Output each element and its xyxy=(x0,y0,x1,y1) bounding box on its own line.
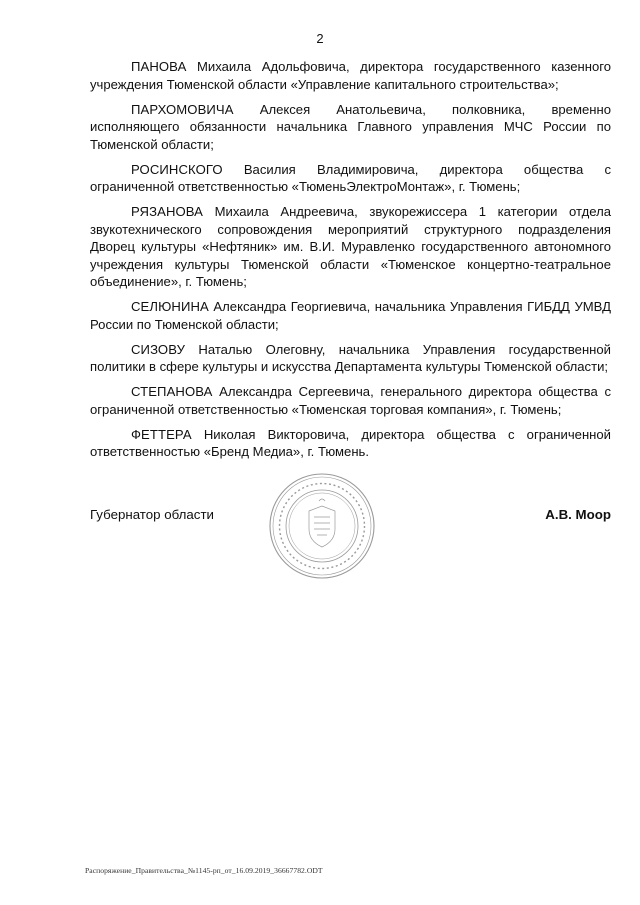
signature-name: А.В. Моор xyxy=(545,507,611,522)
person-details: Василия Владимировича, директора общества с ограниченной ответственностью «ТюменьЭлектроМонтаж», г. Тюмень; xyxy=(90,161,611,194)
person-details: Алексея Анатольевича, полковника, временно исполняющего обязанности начальника Главного управления МЧС России по Тюменской области; xyxy=(90,101,611,152)
signature-position: Губернатор области xyxy=(90,507,214,522)
official-seal-icon xyxy=(267,471,377,581)
person-details: Александра Сергеевича, генерального директора общества с ограниченной ответственностью «Тюменская торговая компания», г. Тюмень; xyxy=(90,384,611,417)
person-details: Михаила Андреевича, звукорежиссера 1 категории отдела звукотехнического сопровождения мероприятий структурного подразделения Дворец культуры «Нефтяник» им. В.И. Муравленко государственного автономного учреждения культуры Тюменской области «Тюменское концертно-театральное объединение», г. Тюмень; xyxy=(90,204,611,289)
person-details: Николая Викторовича, директора общества с ограниченной ответственностью «Бренд Медиа», г. Тюмень. xyxy=(90,426,611,459)
list-item xyxy=(90,203,611,291)
list-item xyxy=(90,426,611,461)
document-body xyxy=(90,58,611,468)
list-item xyxy=(90,341,611,376)
person-surname: ФЕТТЕРА xyxy=(131,426,192,442)
person-surname: СТЕПАНОВА xyxy=(131,384,213,399)
list-item xyxy=(90,101,611,154)
person-surname: РЯЗАНОВА xyxy=(131,204,204,219)
person-surname: СИЗОВУ xyxy=(131,341,186,357)
person-surname: РОСИНСКОГО xyxy=(131,161,223,177)
person-surname: СЕЛЮНИНА xyxy=(131,299,209,314)
page-number: 2 xyxy=(316,31,324,46)
person-surname: ПАНОВА xyxy=(131,59,187,74)
person-details: Александра Георгиевича, начальника Управления ГИБДД УМВД России по Тюменской области; xyxy=(90,299,611,332)
list-item xyxy=(90,58,611,93)
person-details: Михаила Адольфовича, директора государственного казенного учреждения Тюменской области «Управление капитального строительства»; xyxy=(90,59,611,92)
list-item xyxy=(90,383,611,418)
person-details: Наталью Олеговну, начальника Управления государственной политики в сфере культуры и искусства Департамента культуры Тюменской области; xyxy=(90,341,611,374)
person-surname: ПАРХОМОВИЧА xyxy=(131,101,234,117)
list-item xyxy=(90,298,611,333)
document-filename: Распоряжение_Правительства_№1145-рп_от_16.09.2019_36667782.ODT xyxy=(85,866,323,875)
list-item xyxy=(90,161,611,196)
